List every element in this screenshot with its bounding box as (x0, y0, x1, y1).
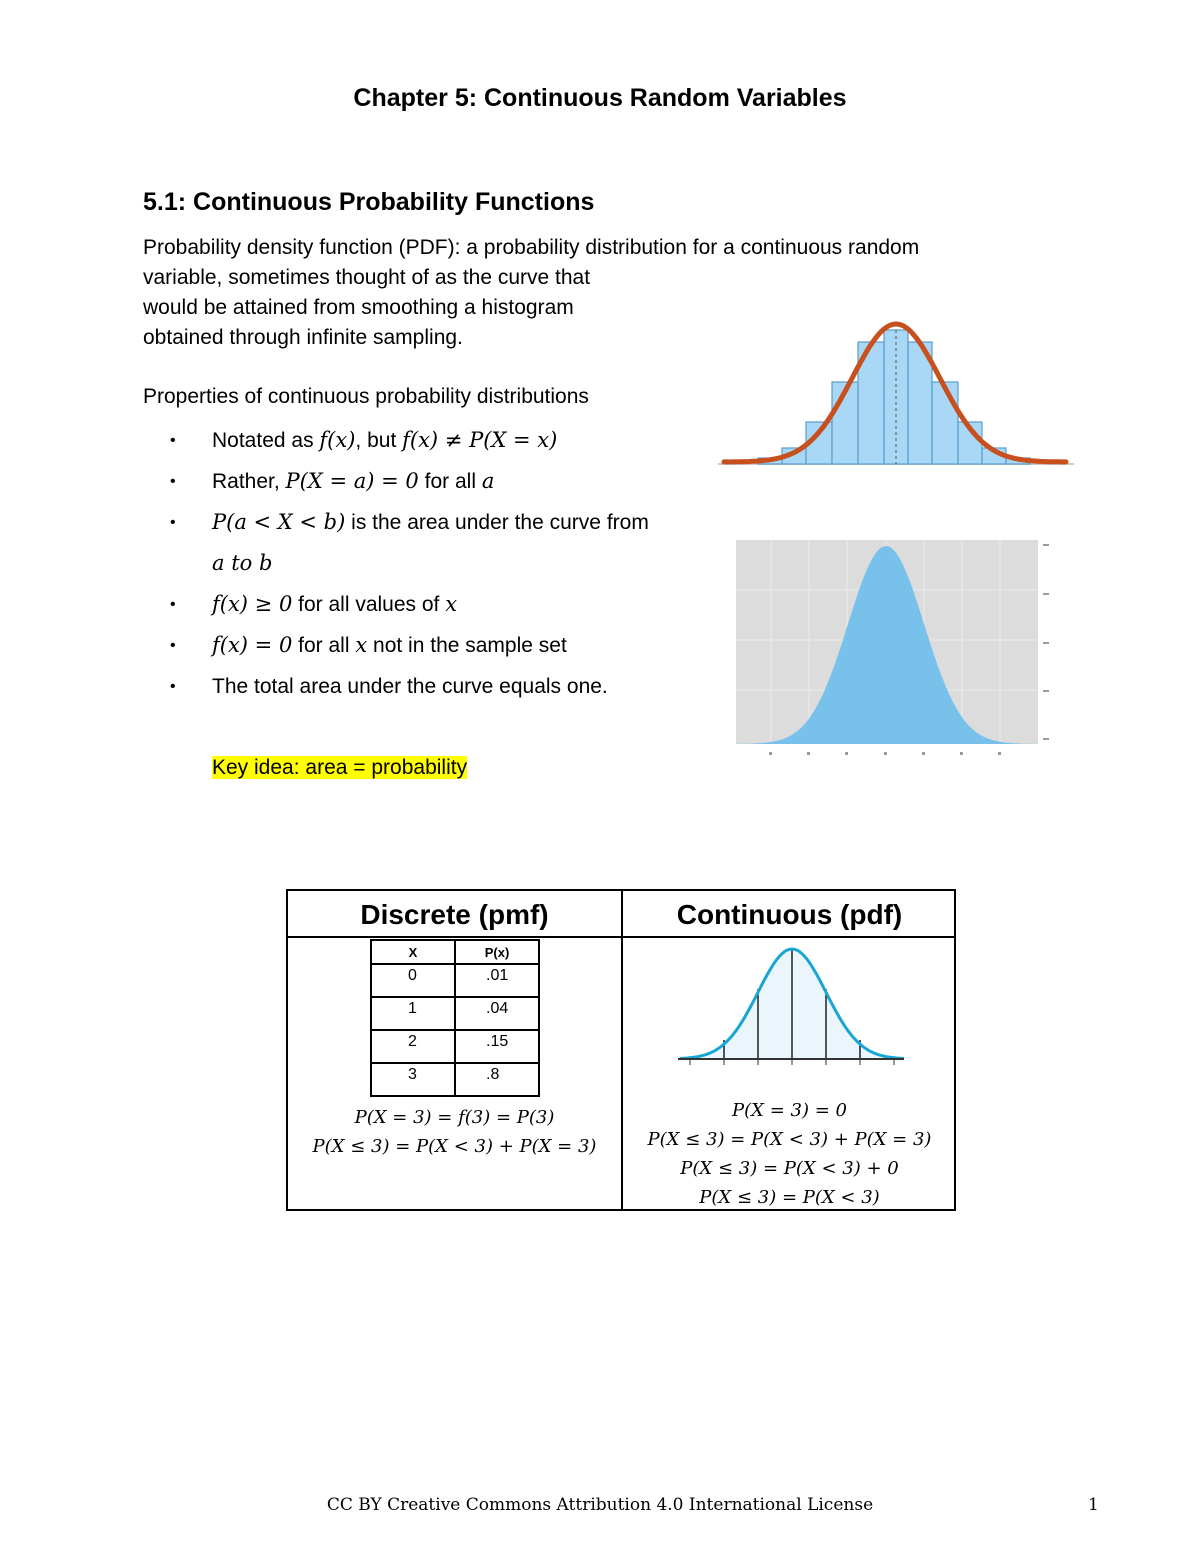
histogram-bar (932, 382, 958, 464)
x-tick-mark (769, 752, 772, 755)
table-row (371, 1063, 539, 1096)
property-item: • f(x) ≥ 0 for all values of x (170, 584, 730, 625)
key-idea: Key idea: area = probability (212, 756, 468, 779)
histogram-figure (716, 300, 1076, 470)
table-row (371, 997, 539, 1030)
pmf-cell-px: .01 (455, 964, 539, 997)
x-tick-mark (960, 752, 963, 755)
continuous-equation: P(X ≤ 3) = P(X < 3) (699, 1187, 880, 1208)
property-continuation: a to b (212, 551, 273, 575)
y-tick-mark (1043, 544, 1049, 546)
table-row (371, 1030, 539, 1063)
continuous-equations (623, 1096, 956, 1212)
pdf-definition-line: obtained through infinite sampling. (143, 326, 463, 349)
pmf-cell-x: 3 (371, 1063, 455, 1096)
x-tick-mark (807, 752, 810, 755)
pdf-definition-line: variable, sometimes thought of as the curve that (143, 266, 591, 289)
discrete-equation: P(X ≤ 3) = P(X < 3) + P(X = 3) (312, 1136, 597, 1157)
pmf-cell-px: .15 (455, 1030, 539, 1063)
property-item: • Rather, P(X = a) = 0 for all a (170, 461, 730, 502)
x-tick-mark (998, 752, 1001, 755)
pmf-header-row (371, 940, 539, 964)
y-tick-mark (1043, 738, 1049, 740)
table-row (371, 964, 539, 997)
pmf-table (370, 939, 540, 1097)
pdf-definition-line: Probability density function (PDF): a probability distribution for a continuous random (143, 236, 920, 259)
x-tick-mark (922, 752, 925, 755)
pmf-header-x: X (371, 940, 455, 964)
discrete-header: Discrete (pmf) (360, 899, 549, 930)
pmf-header-px: P(x) (455, 940, 539, 964)
y-tick-mark (1043, 593, 1049, 595)
x-tick-mark (845, 752, 848, 755)
continuous-equation: P(X = 3) = 0 (732, 1100, 847, 1121)
continuous-equation: P(X ≤ 3) = P(X < 3) + 0 (680, 1158, 899, 1179)
continuous-header: Continuous (pdf) (676, 899, 903, 930)
pdf-bell-figure (676, 943, 906, 1073)
x-tick-mark (884, 752, 887, 755)
chapter-title: Chapter 5: Continuous Random Variables (353, 84, 847, 112)
discrete-equation: P(X = 3) = f(3) = P(3) (354, 1107, 555, 1128)
pmf-cell-x: 2 (371, 1030, 455, 1063)
properties-heading: Properties of continuous probability distributions (143, 385, 589, 408)
property-item: • f(x) = 0 for all x not in the sample set (170, 625, 730, 666)
property-item: • Notated as f(x), but f(x) ≠ P(X = x) (170, 420, 730, 461)
comparison-table (286, 889, 956, 1211)
pmf-cell-x: 1 (371, 997, 455, 1030)
pdf-definition-line: would be attained from smoothing a histogram (143, 296, 574, 319)
page-number: 1 (1088, 1495, 1099, 1515)
property-item: • P(a < X < b) is the area under the curve from (170, 502, 730, 543)
continuous-equation: P(X ≤ 3) = P(X < 3) + P(X = 3) (647, 1129, 932, 1150)
pmf-cell-x: 0 (371, 964, 455, 997)
discrete-equations (288, 1103, 621, 1161)
pdf-area-figure (734, 540, 1064, 760)
property-item: • The total area under the curve equals one. (170, 666, 730, 707)
y-tick-mark (1043, 642, 1049, 644)
footer-license: CC BY Creative Commons Attribution 4.0 International License (326, 1495, 874, 1515)
section-title: 5.1: Continuous Probability Functions (143, 188, 595, 216)
properties-list (170, 420, 730, 707)
y-tick-mark (1043, 690, 1049, 692)
pmf-cell-px: .04 (455, 997, 539, 1030)
comparison-header-divider (288, 936, 954, 938)
pmf-cell-px: .8 (455, 1063, 539, 1096)
